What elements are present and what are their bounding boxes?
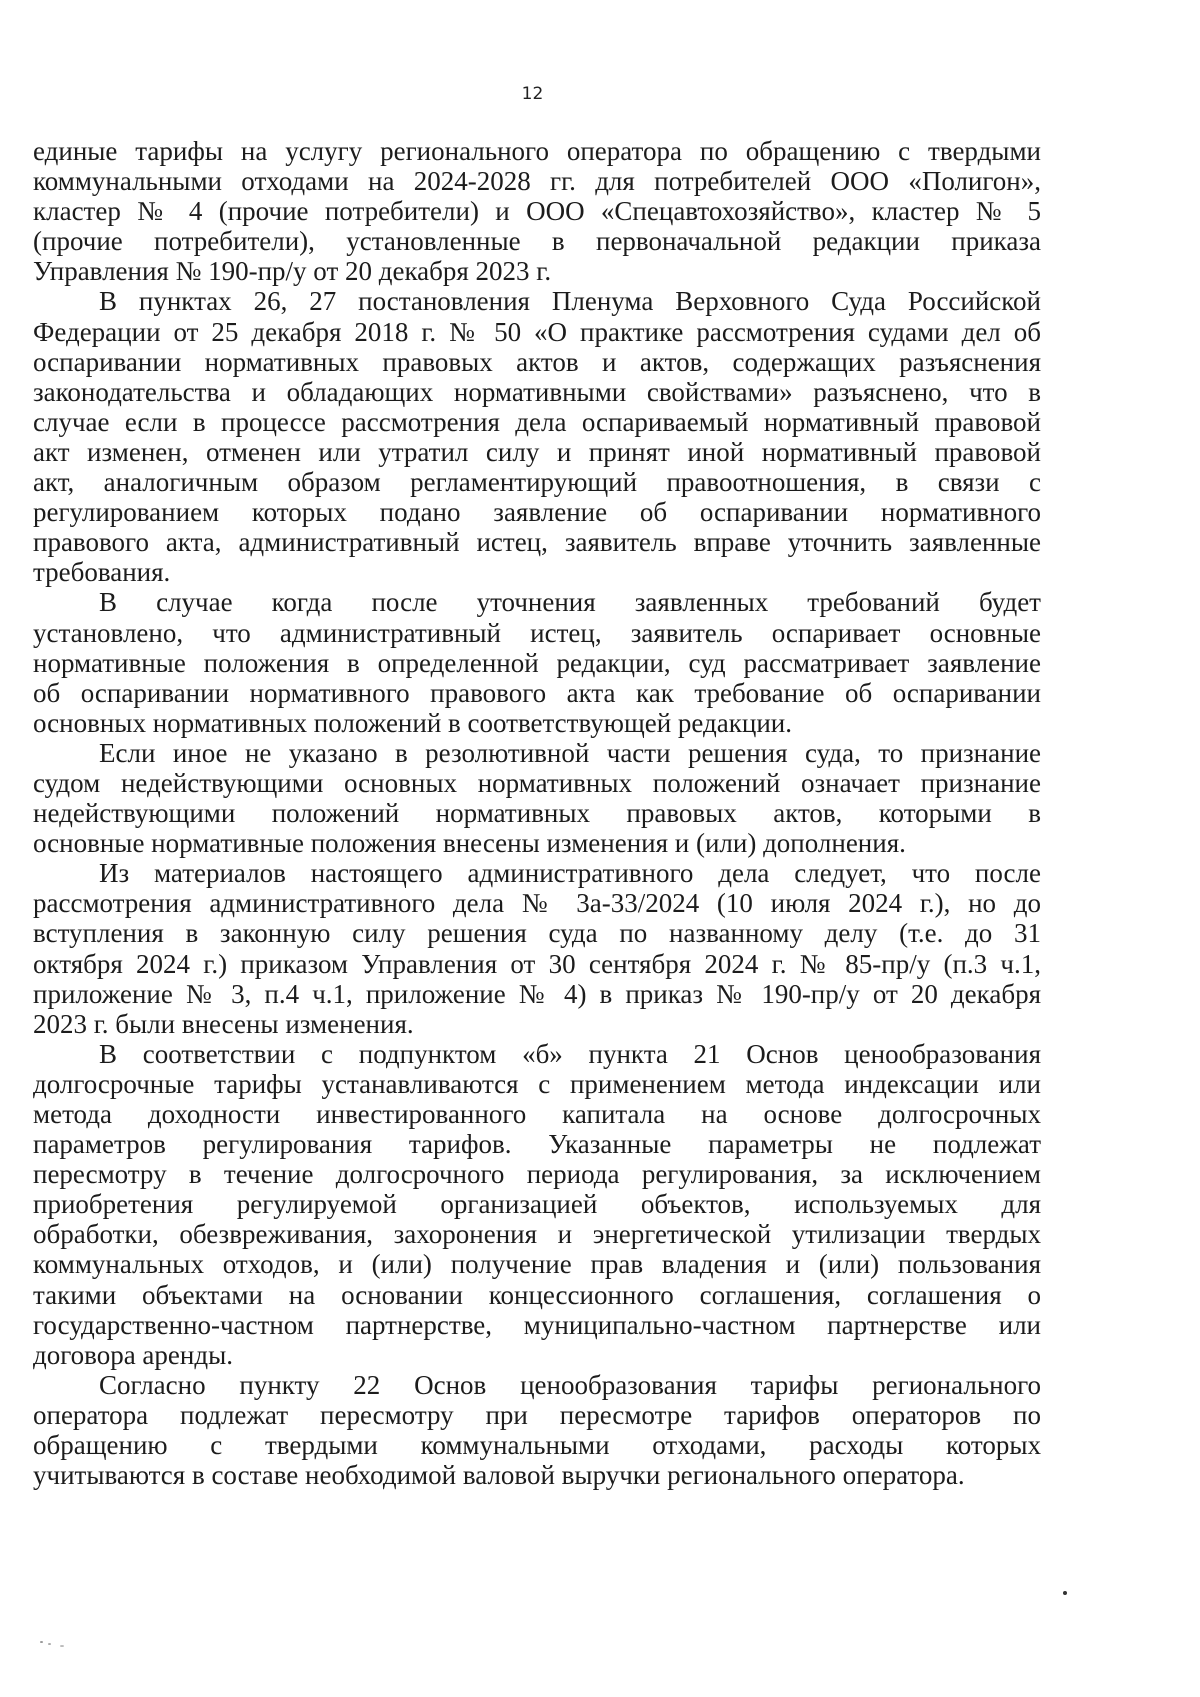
text-line: судом недействующими основных нормативных положений означает признание — [33, 767, 1041, 798]
text-line: метода доходности инвестированного капитала на основе долгосрочных — [33, 1099, 1041, 1129]
paragraph — [33, 1039, 1041, 1370]
text-line: октября 2024 г.) приказом Управления от 30 сентября 2024 г. № 85-пр/у (п.3 ч.1, — [33, 948, 1041, 979]
text-line: регулированием которых подано заявление об оспаривании нормативного — [33, 497, 1041, 528]
text-line: долгосрочные тарифы устанавливаются с применением метода индексации или — [33, 1068, 1041, 1099]
text-line: законодательства и обладающих нормативными свойствами» разъяснено, что в — [33, 376, 1041, 407]
text-line: обработки, обезвреживания, захоронения и энергетической утилизации твердых — [33, 1219, 1041, 1250]
text-line: единые тарифы на услугу регионального оператора по обращению с твердыми — [33, 136, 1041, 166]
text-line: случае если в процессе рассмотрения дела оспариваемый нормативный правовой — [33, 406, 1041, 437]
text-line: 2023 г. были внесены изменения. — [33, 1008, 414, 1039]
text-line: Федерации от 25 декабря 2018 г. № 50 «О практике рассмотрения судами дел об — [33, 316, 1041, 347]
scan-artifact — [48, 1643, 51, 1645]
scan-artifact — [40, 1641, 43, 1643]
text-line: акт, аналогичным образом регламентирующий правоотношения, в связи с — [33, 467, 1041, 498]
paragraph — [33, 286, 1041, 587]
text-line: такими объектами на основании концессионного соглашения, соглашения о — [33, 1279, 1041, 1310]
text-line: оператора подлежат пересмотру при пересмотре тарифов операторов по — [33, 1399, 1041, 1430]
text-line: договора аренды. — [33, 1339, 233, 1370]
text-line: коммунальных отходов, и (или) получение прав владения и (или) пользования — [33, 1249, 1041, 1280]
text-line: параметров регулирования тарифов. Указанные параметры не подлежат — [33, 1129, 1041, 1160]
paragraph — [33, 738, 1041, 858]
text-line: приложение № 3, п.4 ч.1, приложение № 4) в приказ № 190-пр/у от 20 декабря — [33, 978, 1041, 1009]
text-line: основных нормативных положений в соответствующей редакции. — [33, 707, 792, 738]
text-line: В пунктах 26, 27 постановления Пленума Верховного Суда Российской — [99, 286, 1041, 317]
text-line: рассмотрения административного дела № 3а-33/2024 (10 июля 2024 г.), но до — [33, 888, 1041, 919]
text-line: основные нормативные положения внесены изменения и (или) дополнения. — [33, 828, 906, 859]
text-line: Согласно пункту 22 Основ ценообразования тарифы регионального — [99, 1369, 1041, 1400]
text-line: Если иное не указано в резолютивной части решения суда, то признание — [99, 737, 1041, 768]
text-line: недействующими положений нормативных правовых актов, которыми в — [33, 798, 1041, 829]
text-line: государственно-частном партнерстве, муниципально-частном партнерстве или — [33, 1309, 1041, 1340]
text-line: оспаривании нормативных правовых актов и актов, содержащих разъяснения — [33, 346, 1041, 377]
page-number: 12 — [521, 84, 544, 104]
scan-artifact — [60, 1645, 64, 1647]
text-line: нормативные положения в определенной редакции, суд рассматривает заявление — [33, 647, 1041, 678]
text-line: коммунальными отходами на 2024-2028 гг. для потребителей ООО «Полигон», — [33, 166, 1041, 197]
text-line: кластер № 4 (прочие потребители) и ООО «Спецавтохозяйство», кластер № 5 — [33, 196, 1041, 227]
text-line: обращению с твердыми коммунальными отходами, расходы которых — [33, 1430, 1041, 1461]
text-line: В соответствии с подпунктом «б» пункта 21 Основ ценообразования — [99, 1038, 1041, 1069]
paragraph — [33, 136, 1041, 286]
text-line: пересмотру в течение долгосрочного периода регулирования, за исключением — [33, 1159, 1041, 1190]
text-line: Из материалов настоящего административного дела следует, что после — [99, 858, 1041, 889]
text-line: приобретения регулируемой организацией объектов, используемых для — [33, 1189, 1041, 1220]
text-line: правового акта, административный истец, заявитель вправе уточнить заявленные — [33, 527, 1041, 558]
text-line: В случае когда после уточнения заявленных требований будет — [99, 587, 1041, 618]
document-body — [33, 136, 1041, 1490]
text-line: (прочие потребители), установленные в первоначальной редакции приказа — [33, 226, 1041, 257]
text-line: учитываются в составе необходимой валовой выручки регионального оператора. — [33, 1460, 965, 1491]
text-line: установлено, что административный истец, заявитель оспаривает основные — [33, 617, 1041, 648]
text-line: акт изменен, отменен или утратил силу и принят иной нормативный правовой — [33, 436, 1041, 467]
scan-artifact — [1063, 1591, 1067, 1595]
text-line: требования. — [33, 557, 171, 588]
paragraph — [33, 1370, 1041, 1490]
paragraph — [33, 587, 1041, 737]
paragraph — [33, 858, 1041, 1039]
text-line: Управления № 190-пр/у от 20 декабря 2023 г. — [33, 256, 552, 287]
text-line: об оспаривании нормативного правового акта как требование об оспаривании — [33, 677, 1041, 708]
text-line: вступления в законную силу решения суда по названному делу (т.е. до 31 — [33, 918, 1041, 949]
